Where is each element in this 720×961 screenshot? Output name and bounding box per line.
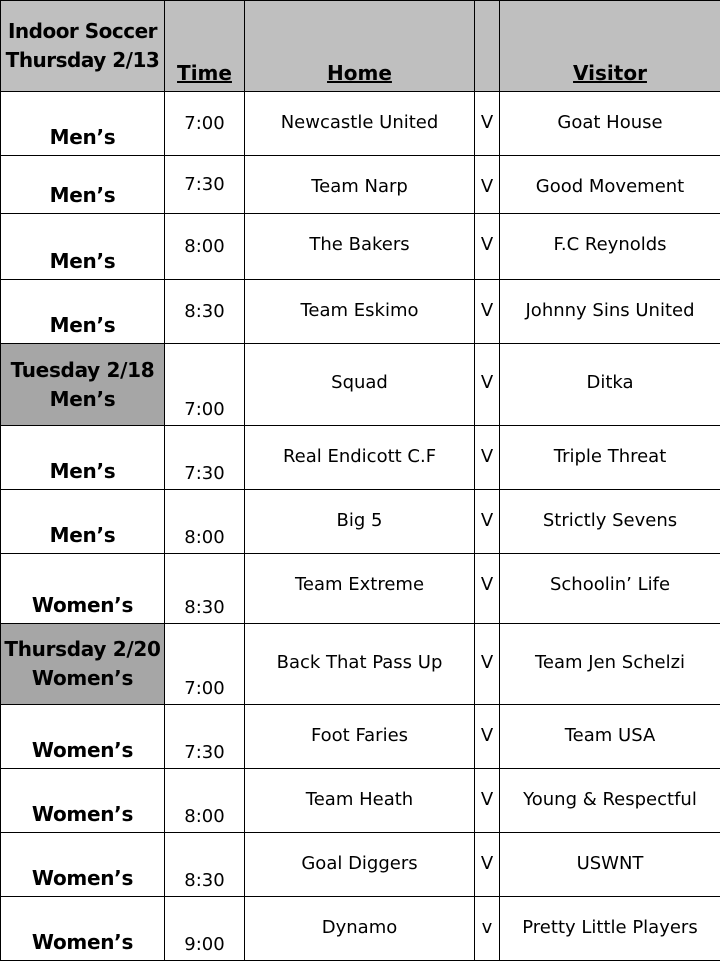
- category-cell: Men’s: [1, 92, 165, 156]
- category-cell: Women’s: [1, 705, 165, 769]
- category-cell: Women’s: [1, 833, 165, 897]
- home-team-name: Real Endicott C.F: [245, 426, 474, 467]
- home-team-name: Team Eskimo: [245, 280, 474, 321]
- home-team-cell: [245, 833, 475, 897]
- versus-cell: [475, 426, 500, 490]
- visitor-team-name: Pretty Little Players: [500, 897, 720, 938]
- versus-cell: [475, 280, 500, 344]
- table-row: [1, 769, 720, 833]
- versus-cell: [475, 214, 500, 280]
- time-cell: 9:00: [165, 897, 245, 961]
- home-team-cell: [245, 214, 475, 280]
- home-team-cell: [245, 624, 475, 705]
- home-team-cell: [245, 280, 475, 344]
- visitor-team-cell: [500, 214, 720, 280]
- versus-cell: [475, 624, 500, 705]
- versus-label: V: [475, 624, 499, 673]
- table-row: [1, 705, 720, 769]
- visitor-team-name: Team USA: [500, 705, 720, 746]
- time-cell: 8:30: [165, 833, 245, 897]
- category-cell: Women’s: [1, 897, 165, 961]
- visitor-team-cell: [500, 92, 720, 156]
- versus-label: V: [475, 156, 499, 197]
- visitor-team-name: Young & Respectful: [500, 769, 720, 810]
- visitor-team-name: F.C Reynolds: [500, 214, 720, 255]
- visitor-team-cell: [500, 156, 720, 214]
- home-team-name: Team Extreme: [245, 554, 474, 595]
- category-label: Men’s: [1, 385, 164, 414]
- home-team-name: Team Heath: [245, 769, 474, 810]
- home-team-cell: [245, 554, 475, 624]
- day-category-cell: [1, 624, 165, 705]
- versus-label: V: [475, 280, 499, 321]
- versus-cell: [475, 705, 500, 769]
- versus-cell: [475, 344, 500, 426]
- home-team-cell: [245, 490, 475, 554]
- time-cell: 7:00: [165, 92, 245, 156]
- home-team-cell: [245, 344, 475, 426]
- visitor-team-name: Triple Threat: [500, 426, 720, 467]
- time-cell: 7:00: [165, 624, 245, 705]
- home-team-cell: [245, 897, 475, 961]
- visitor-team-name: Team Jen Schelzi: [500, 624, 720, 673]
- vs-column-header: [475, 1, 500, 92]
- versus-cell: [475, 554, 500, 624]
- versus-label: V: [475, 214, 499, 255]
- time-cell: 7:30: [165, 156, 245, 214]
- table-row: [1, 897, 720, 961]
- category-cell: Men’s: [1, 214, 165, 280]
- visitor-team-name: USWNT: [500, 833, 720, 874]
- category-cell: Men’s: [1, 426, 165, 490]
- home-team-cell: [245, 426, 475, 490]
- home-team-name: Back That Pass Up: [245, 624, 474, 673]
- home-team-name: Squad: [245, 344, 474, 393]
- time-cell: 7:30: [165, 705, 245, 769]
- visitor-team-name: Ditka: [500, 344, 720, 393]
- visitor-team-name: Strictly Sevens: [500, 490, 720, 531]
- visitor-team-cell: [500, 554, 720, 624]
- home-team-cell: [245, 705, 475, 769]
- category-label: Women’s: [1, 664, 164, 693]
- table-row: [1, 554, 720, 624]
- visitor-team-name: Johnny Sins United: [500, 280, 720, 321]
- table-row: [1, 92, 720, 156]
- title-line-1: Indoor Soccer: [1, 17, 164, 46]
- visitor-team-cell: [500, 490, 720, 554]
- home-team-name: The Bakers: [245, 214, 474, 255]
- schedule-title: [1, 1, 165, 92]
- time-cell: 8:00: [165, 769, 245, 833]
- day-label: Thursday 2/20: [1, 635, 164, 664]
- table-row: [1, 490, 720, 554]
- time-cell: 8:30: [165, 554, 245, 624]
- table-row: [1, 344, 720, 426]
- home-team-name: Big 5: [245, 490, 474, 531]
- table-row: [1, 833, 720, 897]
- visitor-team-cell: [500, 426, 720, 490]
- visitor-team-cell: [500, 897, 720, 961]
- visitor-team-name: Goat House: [500, 92, 720, 133]
- table-row: [1, 426, 720, 490]
- home-team-cell: [245, 769, 475, 833]
- table-row: [1, 214, 720, 280]
- home-team-name: Foot Faries: [245, 705, 474, 746]
- title-line-2: Thursday 2/13: [1, 46, 164, 75]
- versus-label: V: [475, 554, 499, 595]
- time-cell: 8:30: [165, 280, 245, 344]
- visitor-team-cell: [500, 344, 720, 426]
- versus-label: V: [475, 833, 499, 874]
- versus-cell: [475, 490, 500, 554]
- home-team-cell: [245, 156, 475, 214]
- category-cell: Men’s: [1, 156, 165, 214]
- time-column-header: Time: [165, 1, 245, 92]
- visitor-team-name: Good Movement: [500, 156, 720, 197]
- time-cell: 7:00: [165, 344, 245, 426]
- day-category-cell: [1, 344, 165, 426]
- versus-label: V: [475, 769, 499, 810]
- category-cell: Men’s: [1, 490, 165, 554]
- versus-cell: [475, 92, 500, 156]
- visitor-team-cell: [500, 705, 720, 769]
- versus-label: V: [475, 490, 499, 531]
- versus-label: V: [475, 426, 499, 467]
- versus-cell: [475, 769, 500, 833]
- home-column-header: Home: [245, 1, 475, 92]
- versus-label: V: [475, 92, 499, 133]
- versus-label: v: [475, 897, 499, 938]
- home-team-name: Dynamo: [245, 897, 474, 938]
- visitor-team-cell: [500, 624, 720, 705]
- table-row: [1, 624, 720, 705]
- day-label: Tuesday 2/18: [1, 356, 164, 385]
- visitor-team-cell: [500, 769, 720, 833]
- category-cell: Men’s: [1, 280, 165, 344]
- visitor-team-cell: [500, 833, 720, 897]
- visitor-team-name: Schoolin’ Life: [500, 554, 720, 595]
- versus-label: V: [475, 705, 499, 746]
- time-cell: 8:00: [165, 214, 245, 280]
- versus-cell: [475, 897, 500, 961]
- home-team-cell: [245, 92, 475, 156]
- home-team-name: Team Narp: [245, 156, 474, 197]
- time-cell: 8:00: [165, 490, 245, 554]
- visitor-column-header: Visitor: [500, 1, 720, 92]
- versus-cell: [475, 833, 500, 897]
- table-row: [1, 280, 720, 344]
- versus-label: V: [475, 344, 499, 393]
- home-team-name: Newcastle United: [245, 92, 474, 133]
- header-row: [1, 1, 720, 92]
- table-row: [1, 156, 720, 214]
- category-cell: Women’s: [1, 769, 165, 833]
- home-team-name: Goal Diggers: [245, 833, 474, 874]
- time-cell: 7:30: [165, 426, 245, 490]
- versus-cell: [475, 156, 500, 214]
- category-cell: Women’s: [1, 554, 165, 624]
- visitor-team-cell: [500, 280, 720, 344]
